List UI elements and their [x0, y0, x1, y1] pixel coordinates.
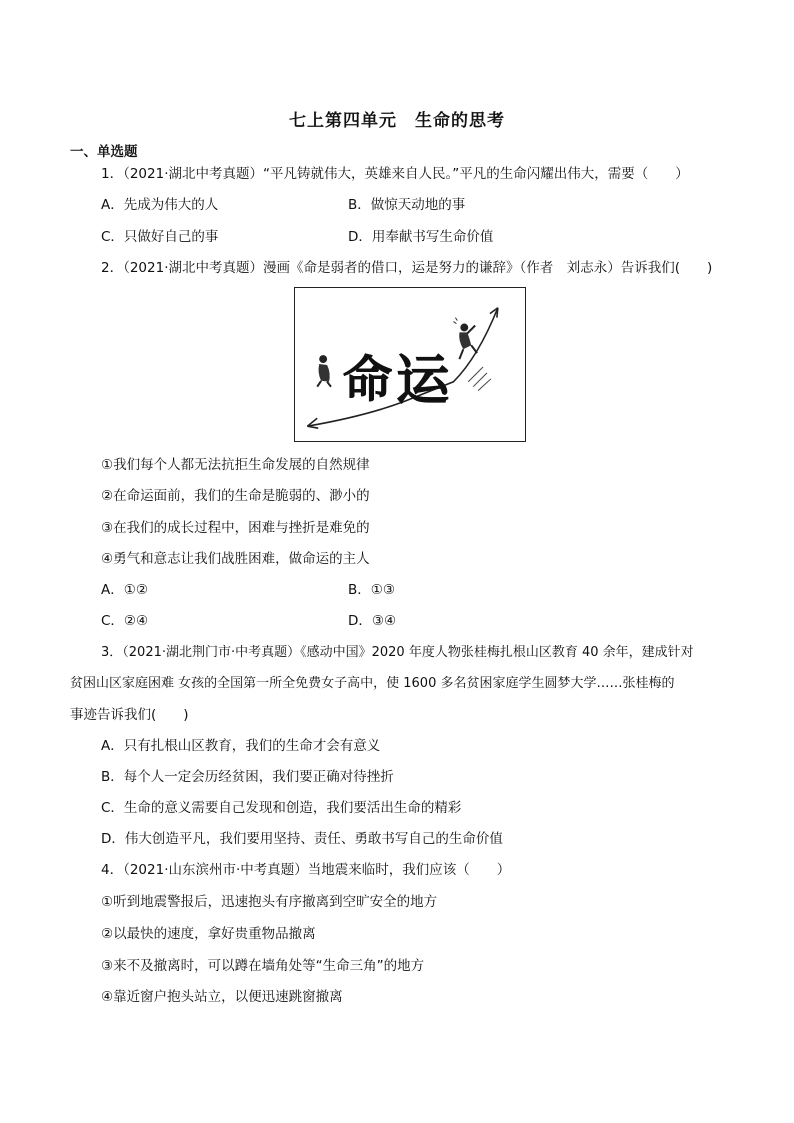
- page-title: 七上第四单元 生命的思考: [289, 111, 505, 131]
- q3-stem-line-1: 3．（2021·湖北荆门市·中考真题）《感动中国》2020 年度人物张桂梅扎根山区教育 40 余年，建成针对: [101, 645, 694, 660]
- motion-lines-icon: [468, 367, 491, 391]
- q2-option-c: C．②④: [101, 613, 149, 629]
- arrow-tail-icon: [307, 418, 318, 428]
- q1-stem: 1．（2021·湖北中考真题）“平凡铸就伟大，英雄来自人民。”平凡的生命闪耀出伟大，需要（ ）: [101, 166, 689, 182]
- q2-option-d: D．③④: [348, 613, 397, 629]
- q4-statement-4: ④靠近窗户抱头站立，以便迅速跳窗撤离: [101, 989, 343, 1005]
- section-heading: 一、单选题: [70, 144, 138, 160]
- q2-statement-4: ④勇气和意志让我们战胜困难，做命运的主人: [101, 551, 370, 567]
- q1-option-b: B．做惊天动地的事: [348, 197, 466, 213]
- cartoon-illustration: [295, 288, 525, 441]
- q3-stem-line-2: 贫困山区家庭困难 女孩的全国第一所全免费女子高中，使 1600 多名贫困家庭学生圆梦大学……张桂梅的: [70, 676, 675, 691]
- q4-statement-1: ①听到地震警报后，迅速抱头有序撤离到空旷安全的地方: [101, 894, 438, 910]
- q3-option-a: A．只有扎根山区教育，我们的生命才会有意义: [101, 738, 381, 754]
- q2-statement-1: ①我们每个人都无法抗拒生命发展的自然规律: [101, 457, 370, 473]
- q4-stem: 4．（2021·山东滨州市·中考真题）当地震来临时，我们应该（ ）: [101, 862, 511, 878]
- q2-option-b: B．①③: [348, 582, 395, 598]
- climbing-person-icon: [453, 318, 477, 359]
- figure-char-yun: 运: [396, 349, 450, 412]
- q1-option-a: A．先成为伟大的人: [101, 197, 219, 213]
- q3-option-c: C．生命的意义需要自己发现和创造，我们要活出生命的精彩: [101, 800, 462, 816]
- sitting-person-icon: [317, 355, 331, 387]
- q2-option-a: A．①②: [101, 582, 148, 598]
- figure-char-ming: 命: [342, 350, 393, 409]
- q4-statement-2: ②以最快的速度，拿好贵重物品撤离: [101, 926, 316, 942]
- q1-option-d: D．用奉献书写生命价值: [348, 229, 494, 245]
- q3-option-b: B．每个人一定会历经贫困，我们要正确对待挫折: [101, 769, 394, 785]
- q2-stem: 2．（2021·湖北中考真题）漫画《命是弱者的借口，运是努力的谦辞》（作者 刘志永）告诉我们( ): [101, 260, 713, 276]
- q3-stem-line-3: 事迹告诉我们( ): [70, 707, 189, 723]
- q2-statement-2: ②在命运面前，我们的生命是脆弱的、渺小的: [101, 488, 370, 504]
- q3-option-d: D．伟大创造平凡，我们要用坚持、责任、勇敢书写自己的生命价值: [101, 831, 503, 847]
- q2-statement-3: ③在我们的成长过程中，困难与挫折是难免的: [101, 520, 370, 536]
- cartoon-figure: [294, 287, 526, 442]
- q1-option-c: C．只做好自己的事: [101, 229, 219, 245]
- q4-statement-3: ③来不及撤离时，可以蹲在墙角处等“生命三角”的地方: [101, 958, 425, 974]
